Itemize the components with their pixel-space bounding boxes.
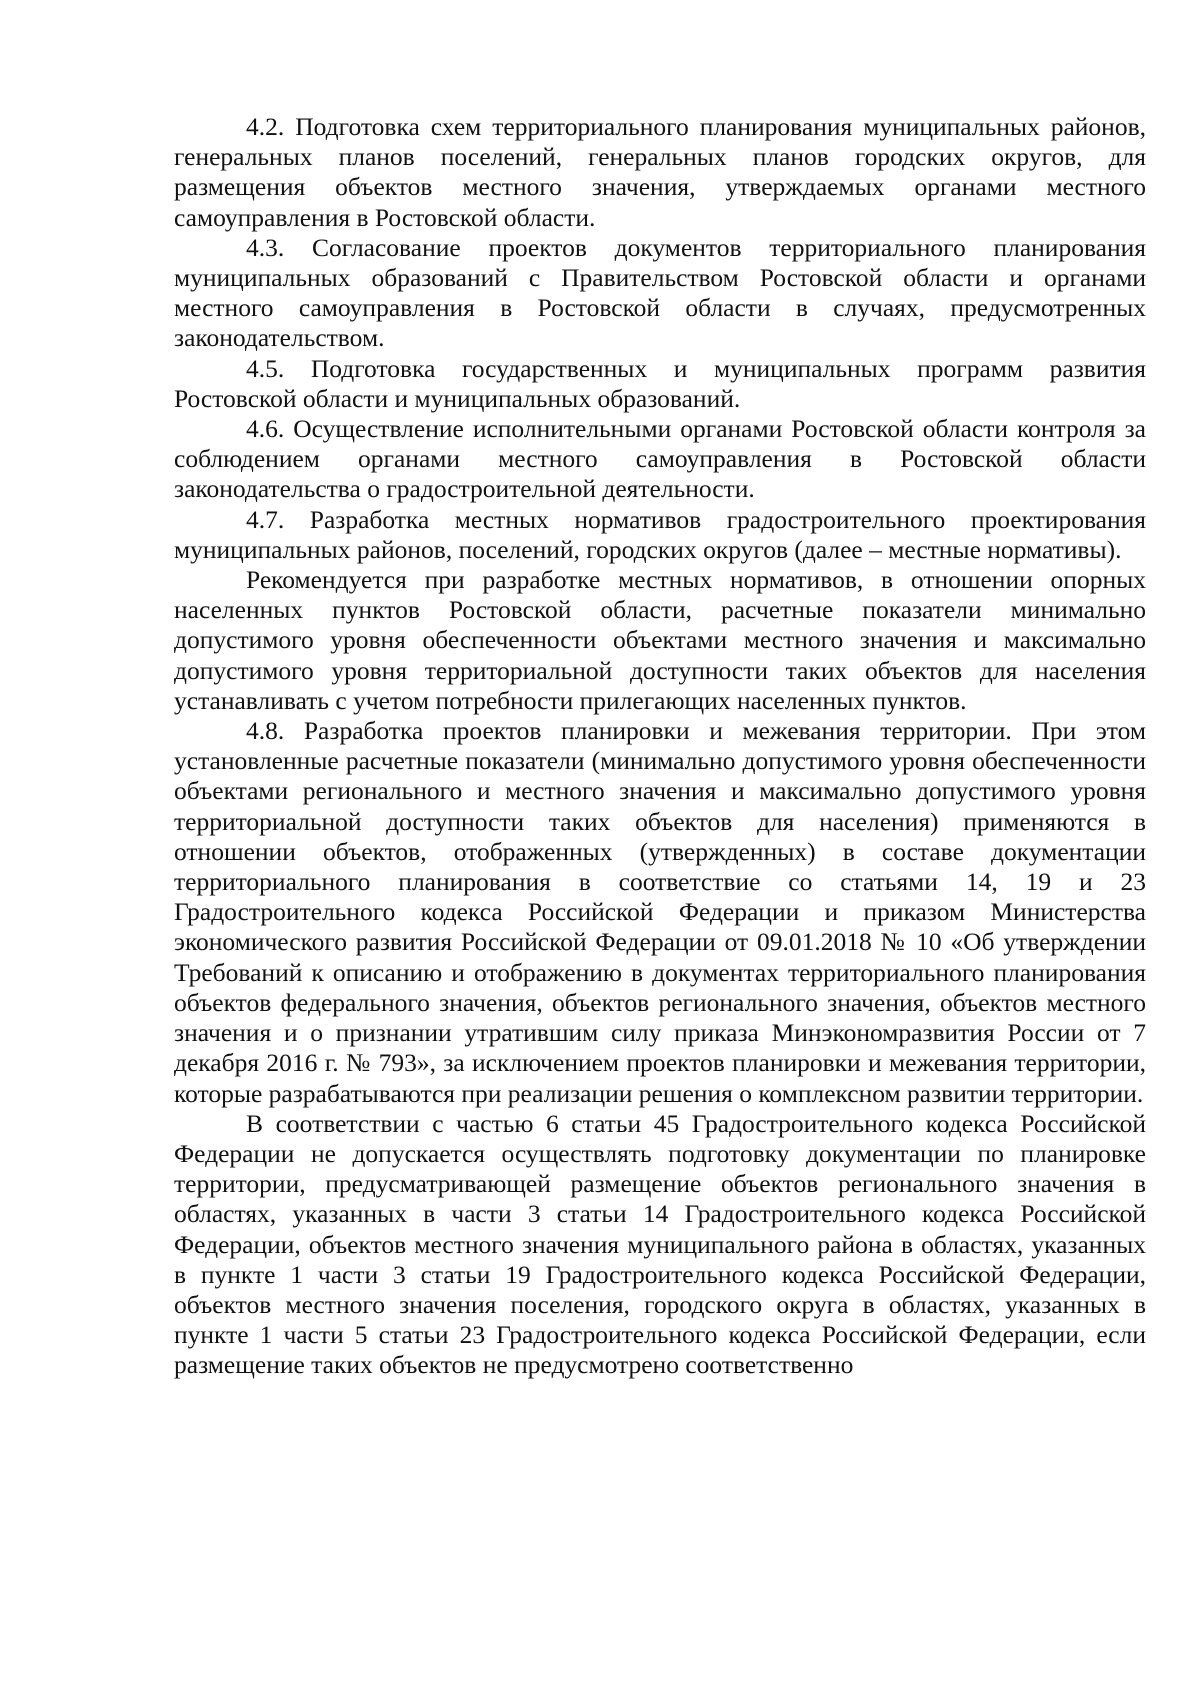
paragraph-4-7: 4.7. Разработка местных нормативов градостроительного проектирования муниципальных районов, поселений, городских округов (далее – местные нормативы). (174, 504, 1146, 564)
paragraph-4-3: 4.3. Согласование проектов документов территориального планирования муниципальных образований с Правительством Ростовской области и органами местного самоуправления в Ростовской области в случаях, предусмотренных законодательством. (174, 232, 1146, 353)
paragraph-4-6: 4.6. Осуществление исполнительными органами Ростовской области контроля за соблюдением органами местного самоуправления в Ростовской области законодательства о градостроительной деятельности. (174, 414, 1146, 504)
paragraph-recommendation: Рекомендуется при разработке местных нормативов, в отношении опорных населенных пунктов Ростовской области, расчетные показатели минимально допустимого уровня обеспеченности объектами местного значения и максимально допустимого уровня территориальной доступности таких объектов для населения устанавливать с учетом потребности прилегающих населенных пунктов. (174, 565, 1146, 715)
paragraph-4-8: 4.8. Разработка проектов планировки и межевания территории. При этом установленные расчетные показатели (минимально допустимого уровня обеспеченности объектами регионального и местного значения и максимально допустимого уровня территориальной доступности таких объектов для населения) применяются в отношении объектов, отображенных (утвержденных) в составе документации территориального планирования в соответствие со статьями 14, 19 и 23 Градостроительного кодекса Российской Федерации и приказом Министерства экономического развития Российской Федерации от 09.01.2018 № 10 «Об утверждении Требований к описанию и отображению в документах территориального планирования объектов федерального значения, объектов регионального значения, объектов местного значения и о признании утратившим силу приказа Минэкономразвития России от 7 декабря 2016 г. № 793», за исключением проектов планировки и межевания территории, которые разрабатываются при реализации решения о комплексном развитии территории. (174, 716, 1146, 1108)
paragraph-4-2: 4.2. Подготовка схем территориального планирования муниципальных районов, генеральных планов поселений, генеральных планов городских округов, для размещения объектов местного значения, утверждаемых органами местного самоуправления в Ростовской области. (174, 112, 1146, 232)
paragraph-4-5: 4.5. Подготовка государственных и муниципальных программ развития Ростовской области и муниципальных образований. (174, 353, 1146, 413)
paragraph-article-45: В соответствии с частью 6 статьи 45 Градостроительного кодекса Российской Федерации не допускается осуществлять подготовку документации по планировке территории, предусматривающей размещение объектов регионального значения в областях, указанных в части 3 статьи 14 Градостроительного кодекса Российской Федерации, объектов местного значения муниципального района в областях, указанных в пункте 1 части 3 статьи 19 Градостроительного кодекса Российской Федерации, объектов местного значения поселения, городского округа в областях, указанных в пункте 1 части 5 статьи 23 Градостроительного кодекса Российской Федерации, если размещение таких объектов не предусмотрено соответственно (174, 1108, 1146, 1380)
document-body (174, 112, 1146, 1381)
